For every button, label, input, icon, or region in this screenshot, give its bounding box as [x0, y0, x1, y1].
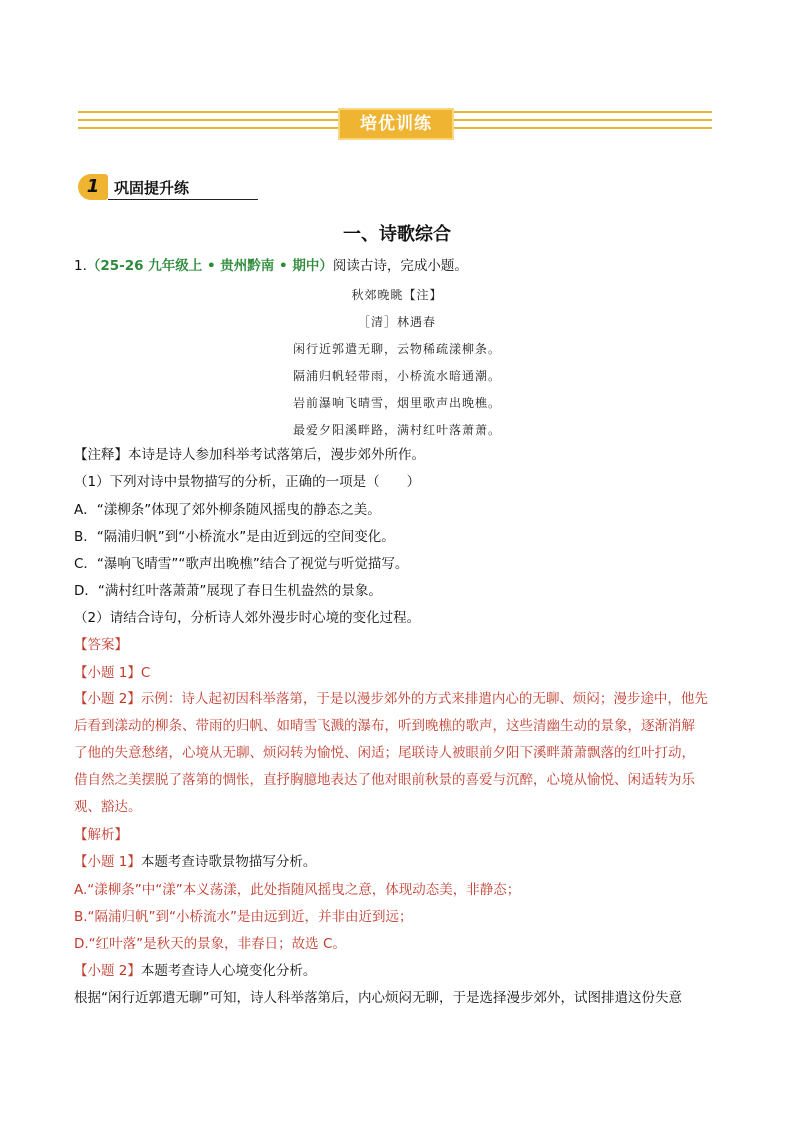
answer-2-line: 后看到漾动的柳条、带雨的归帆、如晴雪飞溅的瀑布，听到晚樵的歌声，这些清幽生动的景象，逐渐消解: [74, 718, 695, 734]
section-heading: 一、诗歌综合: [343, 224, 451, 245]
answer-2-line: 借自然之美摆脱了落第的惆怅，直抒胸臆地表达了他对眼前秋景的喜爱与沉醉，心境从愉悦、闲适转为乐: [74, 772, 695, 788]
analysis-2: [74, 962, 316, 980]
question-intro: [74, 257, 468, 275]
poem-note: 【注释】本诗是诗人参加科举考试落第后，漫步郊外所作。: [74, 447, 425, 463]
analysis-1-item: A.“漾柳条”中“漾”本义荡漾，此处指随风摇曳之意，体现动态美，非静态；: [74, 882, 521, 898]
analysis-1-item: B.“隔浦归帆”到“小桥流水”是由远到近，并非由近到远；: [74, 909, 413, 925]
poem-line: 闲行近郭遣无聊，云物稀疏漾柳条。: [292, 342, 501, 356]
answer-1-tag: 【小题 1】: [74, 665, 141, 681]
answer-2-line: 了他的失意愁绪，心境从无聊、烦闷转为愉悦、闲适；尾联诗人被眼前夕阳下溪畔萧萧飘落的红叶打动，: [74, 745, 695, 761]
question-number: 1.: [74, 258, 87, 274]
q2-stem: （2）请结合诗句，分析诗人郊外漫步时心境的变化过程。: [74, 610, 421, 626]
analysis-1-tag: 【小题 1】: [74, 854, 141, 870]
q1-option: D．“满村红叶落萧萧”展现了春日生机盎然的景象。: [74, 583, 382, 599]
analysis-2-text: 本题考查诗人心境变化分析。: [140, 963, 317, 979]
answer-1-value: C: [140, 665, 151, 681]
analysis-1-text: 本题考查诗歌景物描写分析。: [140, 854, 317, 870]
q1-option: C．“瀑响飞晴雪”“歌声出晚樵”结合了视觉与听觉描写。: [74, 556, 409, 572]
poem-line: 最爱夕阳溪畔路，满村红叶落萧萧。: [292, 423, 501, 437]
question-prompt: 阅读古诗，完成小题。: [332, 258, 468, 274]
poem-line: 岩前瀑响飞晴雪，烟里歌声出晚樵。: [292, 396, 501, 410]
q1-stem: （1）下列对诗中景物描写的分析，正确的一项是（ ）: [74, 474, 421, 490]
section-tag: [74, 174, 214, 200]
analysis-1-item: D.“红叶落”是秋天的景象，非春日；故选 C。: [74, 936, 346, 952]
analysis-2-body: 根据“闲行近郭遣无聊”可知，诗人科举落第后，内心烦闷无聊，于是选择漫步郊外，试图排遣这份失意: [74, 990, 682, 1006]
banner-title: 培优训练: [338, 108, 454, 140]
answer-2-tag: 【小题 2】: [74, 691, 141, 707]
q1-option: B．“隔浦归帆”到“小桥流水”是由近到远的空间变化。: [74, 529, 395, 545]
analysis-2-tag: 【小题 2】: [74, 963, 141, 979]
section-number: 1: [78, 174, 108, 200]
question-source: （25-26 九年级上 • 贵州黔南 • 期中）: [86, 258, 333, 274]
section-underline: [108, 199, 258, 200]
answer-1: [74, 664, 150, 682]
poem-author: ［清］林遇春: [357, 315, 436, 329]
poem-line: 隔浦归帆轻带雨，小桥流水暗通潮。: [292, 369, 501, 383]
answer-2-line: 观、豁达。: [74, 799, 142, 815]
answer-2-line: 示例：诗人起初因科举落第，于是以漫步郊外的方式来排遣内心的无聊、烦闷；漫步途中，他先: [140, 691, 708, 707]
analysis-header: 【解析】: [74, 827, 128, 843]
analysis-1: [74, 853, 316, 871]
q1-option: A．“漾柳条”体现了郊外柳条随风摇曳的静态之美。: [74, 502, 381, 518]
poem-title: 秋郊晚眺【注】: [351, 288, 443, 302]
answer-header: 【答案】: [74, 637, 128, 653]
section-label: 巩固提升练: [114, 179, 190, 197]
answer-2: [74, 686, 722, 821]
